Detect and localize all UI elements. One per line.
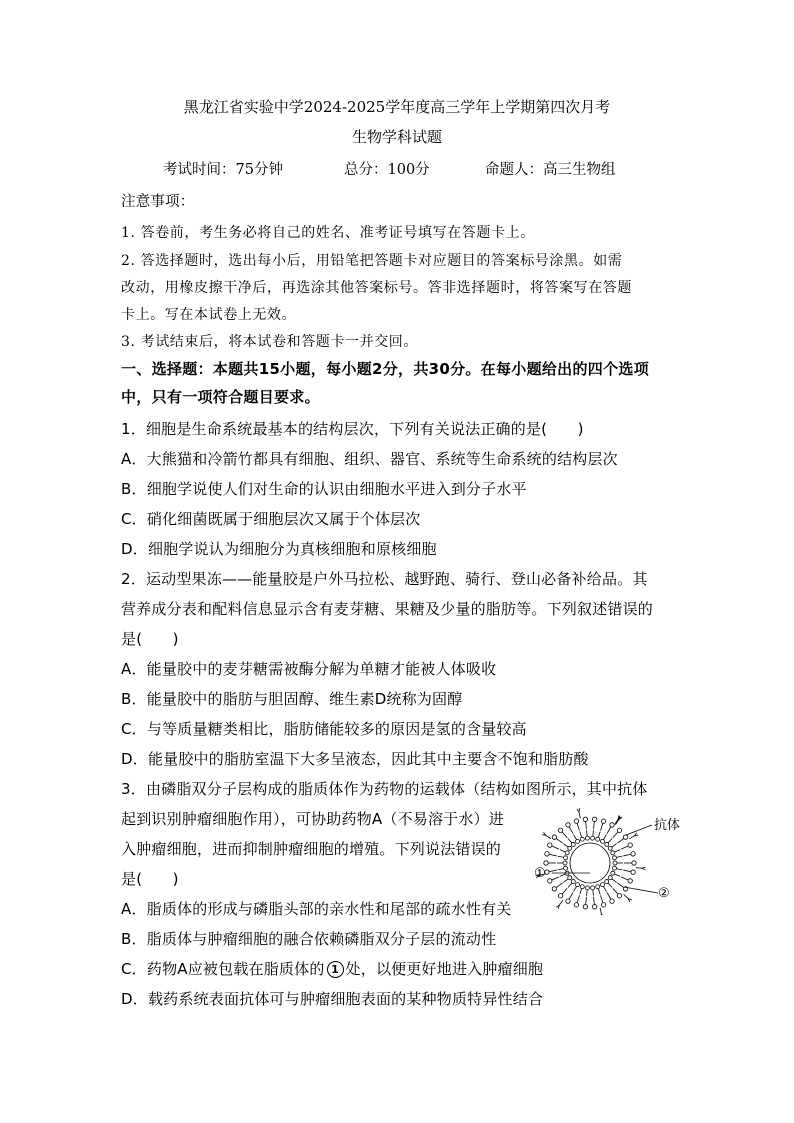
q3-option-c-post: 处，以便更好地进入肿瘤细胞	[345, 960, 544, 978]
inner-phospholipid-head	[596, 837, 600, 841]
inner-phospholipid-head	[585, 836, 589, 840]
outer-phospholipid-head	[601, 903, 605, 907]
q3-option-c-pre: C．药物A应被包载在脂质体的	[121, 960, 325, 978]
outer-phospholipid-head	[628, 879, 632, 883]
inner-phospholipid-head	[565, 851, 569, 855]
note-1: 1. 答卷前，考生务必将自己的姓名、准考证号填写在答题卡上。	[121, 225, 535, 241]
antibody-arm	[642, 868, 646, 870]
inner-phospholipid-tail	[558, 869, 564, 870]
outer-phospholipid-tail	[607, 827, 611, 834]
q3-stem-3: 入肿瘤细胞，进而抑制肿瘤细胞的增殖。下列说法错误的	[121, 840, 502, 858]
antibody-label: 抗体	[654, 818, 681, 833]
note-2c: 卡上。写在本试卷上无效。	[121, 307, 297, 323]
inner-phospholipid-head	[605, 842, 609, 846]
inner-phospholipid-head	[613, 861, 617, 865]
outer-phospholipid-tail	[569, 892, 573, 899]
inner-phospholipid-head	[571, 880, 575, 884]
exam-author: 命题人：高三生物组	[485, 162, 616, 178]
outer-phospholipid-head	[610, 823, 614, 827]
outer-phospholipid-head	[631, 852, 635, 856]
inner-phospholipid-head	[568, 846, 572, 850]
outer-phospholipid-tail	[623, 854, 631, 856]
outer-phospholipid-tail	[613, 832, 618, 838]
outer-phospholipid-tail	[601, 895, 603, 903]
inner-phospholipid-head	[611, 871, 615, 875]
outer-phospholipid-head	[574, 903, 578, 907]
exam-subtitle: 生物学科试题	[351, 128, 442, 146]
outer-phospholipid-head	[628, 843, 632, 847]
q2-stem-1: 2．运动型果冻——能量胶是户外马拉松、越野跑、骑行、登山必备补给品。其	[121, 570, 648, 588]
inner-phospholipid-head	[596, 885, 600, 889]
outer-phospholipid-tail	[577, 895, 579, 903]
label-2-leader	[624, 887, 658, 893]
liposome-inner-cavity	[570, 843, 610, 883]
inner-phospholipid-tail	[568, 838, 572, 842]
outer-phospholipid-tail	[552, 877, 559, 880]
inner-phospholipid-tail	[615, 850, 620, 852]
outer-phospholipid-head	[610, 899, 614, 903]
inner-phospholipid-tail	[563, 879, 568, 883]
q3-option-a: A．脂质体的形成与磷脂头部的亲水性和尾部的疏水性有关	[121, 900, 512, 918]
antibody-arm	[601, 914, 602, 915]
inner-phospholipid-tail	[574, 834, 577, 839]
inner-phospholipid-head	[564, 856, 568, 860]
note-2b: 改动，用橡皮擦干净后，再选涂其他答案标号。答非选择题时，将答案写在答题	[121, 280, 632, 296]
antibody-stem	[629, 836, 634, 839]
outer-phospholipid-tail	[556, 883, 562, 888]
liposome-diagram	[530, 805, 710, 915]
q2-option-b: B．能量胶中的脂肪与胆固醇、维生素D统称为固醇	[121, 690, 463, 708]
q3-option-d: D．载药系统表面抗体可与肿瘤细胞表面的某种物质特异性结合	[121, 990, 544, 1008]
inner-phospholipid-tail	[574, 886, 577, 891]
outer-phospholipid-head	[566, 823, 570, 827]
q1-option-d: D．细胞学说认为细胞分为真核细胞和原核细胞	[121, 540, 437, 558]
outer-phospholipid-tail	[562, 888, 567, 894]
outer-phospholipid-tail	[577, 823, 579, 831]
outer-phospholipid-tail	[618, 838, 624, 843]
inner-phospholipid-head	[563, 861, 567, 865]
note-3: 3. 考试结束后，将本试卷和答题卡一并交回。	[121, 334, 419, 350]
outer-phospholipid-head	[592, 817, 596, 821]
inner-phospholipid-head	[608, 846, 612, 850]
note-2a: 2. 答选择题时，选出每小后，用铅笔把答题卡对应题目的答案标号涂黑。如需	[121, 253, 623, 269]
inner-phospholipid-head	[576, 883, 580, 887]
inner-phospholipid-tail	[593, 830, 594, 836]
inner-phospholipid-tail	[560, 850, 565, 852]
inner-phospholipid-head	[585, 886, 589, 890]
inner-phospholipid-tail	[558, 856, 564, 857]
inner-phospholipid-head	[591, 886, 595, 890]
inner-phospholipid-tail	[587, 830, 588, 836]
inner-phospholipid-head	[576, 839, 580, 843]
q2-option-a: A．能量胶中的麦芽糖需被酶分解为单糖才能被人体吸收	[121, 660, 497, 678]
q3-stem-1: 3．由磷脂双分子层构成的脂质体作为药物的运载体（结构如图所示，其中抗体	[121, 780, 648, 798]
inner-phospholipid-head	[612, 866, 616, 870]
inner-phospholipid-tail	[604, 834, 607, 839]
outer-phospholipid-tail	[556, 838, 562, 843]
outer-phospholipid-head	[566, 899, 570, 903]
inner-phospholipid-tail	[616, 856, 622, 857]
inner-phospholipid-tail	[612, 844, 617, 848]
q2-option-c: C．与等质量糖类相比，脂肪储能较多的原因是氢的含量较高	[121, 720, 527, 738]
outer-phospholipid-tail	[552, 846, 559, 849]
inner-phospholipid-tail	[616, 869, 622, 870]
outer-phospholipid-head	[574, 819, 578, 823]
exam-time: 考试时间：75分钟	[163, 162, 283, 178]
q3-option-c-mark: 1	[327, 961, 344, 978]
label-2: ②	[658, 886, 670, 901]
inner-phospholipid-tail	[580, 832, 582, 838]
outer-phospholipid-head	[545, 852, 549, 856]
inner-phospholipid-tail	[615, 874, 620, 876]
outer-phospholipid-tail	[621, 877, 628, 880]
inner-phospholipid-head	[601, 883, 605, 887]
inner-phospholipid-tail	[560, 874, 565, 876]
inner-phospholipid-tail	[604, 886, 607, 891]
inner-phospholipid-tail	[563, 844, 568, 848]
inner-phospholipid-tail	[580, 889, 582, 895]
outer-phospholipid-tail	[549, 854, 557, 856]
q1-option-c: C．硝化细菌既属于细胞层次又属于个体层次	[121, 510, 421, 528]
antibody-stem	[546, 835, 551, 838]
outer-phospholipid-tail	[621, 846, 628, 849]
q1-option-a: A．大熊猫和冷箭竹都具有细胞、组织、器官、系统等生命系统的结构层次	[121, 450, 618, 468]
antibody-stem	[579, 812, 580, 818]
outer-phospholipid-head	[632, 861, 636, 865]
outer-phospholipid-tail	[613, 888, 618, 894]
inner-phospholipid-tail	[568, 883, 572, 887]
antibody-stem	[624, 894, 628, 898]
inner-phospholipid-head	[591, 836, 595, 840]
outer-phospholipid-head	[544, 861, 548, 865]
outer-phospholipid-tail	[594, 897, 595, 905]
inner-phospholipid-tail	[598, 889, 600, 895]
inner-phospholipid-head	[564, 866, 568, 870]
inner-phospholipid-head	[571, 842, 575, 846]
outer-phospholipid-tail	[569, 827, 573, 834]
label-1: ①	[534, 866, 546, 881]
outer-phospholipid-tail	[601, 823, 603, 831]
q3-option-c	[121, 958, 543, 979]
exam-title: 黑龙江省实验中学2024-2025学年度高三学年上学期第四次月考	[183, 98, 611, 116]
outer-phospholipid-head	[548, 843, 552, 847]
antibody-arm	[579, 808, 580, 812]
phospholipid-bilayer	[536, 808, 646, 915]
inner-phospholipid-head	[580, 885, 584, 889]
inner-phospholipid-tail	[612, 879, 617, 883]
inner-phospholipid-head	[605, 880, 609, 884]
q1-option-b: B．细胞学说使人们对生命的认识由细胞水平进入到分子水平	[121, 480, 527, 498]
q1-stem: 1．细胞是生命系统最基本的结构层次，下列有关说法正确的是( )	[121, 420, 584, 438]
inner-phospholipid-head	[568, 876, 572, 880]
inner-phospholipid-head	[611, 851, 615, 855]
inner-phospholipid-head	[601, 839, 605, 843]
outer-phospholipid-tail	[618, 883, 624, 888]
outer-phospholipid-tail	[562, 832, 567, 838]
inner-phospholipid-tail	[593, 890, 594, 896]
outer-phospholipid-tail	[594, 821, 595, 829]
section-1-heading: 一、选择题：本题共15小题，每小题2分，共30分。在每小题给出的四个选项	[121, 360, 649, 378]
outer-phospholipid-head	[583, 817, 587, 821]
outer-phospholipid-head	[592, 905, 596, 909]
inner-phospholipid-tail	[598, 832, 600, 838]
inner-phospholipid-head	[612, 856, 616, 860]
inner-phospholipid-head	[580, 837, 584, 841]
outer-phospholipid-head	[583, 905, 587, 909]
q3-option-b: B．脂质体与肿瘤细胞的融合依赖磷脂双分子层的流动性	[121, 930, 497, 948]
liposome-figure	[530, 805, 710, 915]
outer-phospholipid-tail	[607, 892, 611, 899]
antibody-stem	[600, 908, 601, 914]
q3-stem-4: 是( )	[121, 870, 179, 888]
outer-phospholipid-tail	[586, 897, 587, 905]
outer-phospholipid-tail	[549, 870, 557, 872]
inner-phospholipid-tail	[608, 883, 612, 887]
section-1-heading-cont: 中，只有一项符合题目要求。	[121, 388, 320, 406]
notes-heading: 注意事项：	[121, 194, 195, 210]
q2-option-d: D．能量胶中的脂肪室温下大多呈液态，因此其中主要含不饱和脂肪酸	[121, 750, 589, 768]
outer-phospholipid-head	[548, 879, 552, 883]
inner-phospholipid-tail	[608, 838, 612, 842]
outer-phospholipid-head	[631, 870, 635, 874]
antibody-stem	[559, 900, 563, 905]
inner-phospholipid-tail	[587, 890, 588, 896]
outer-phospholipid-tail	[586, 821, 587, 829]
antibody-stem	[636, 868, 642, 869]
q2-stem-3: 是( )	[121, 630, 179, 648]
outer-phospholipid-tail	[623, 870, 631, 872]
antibody-leader	[626, 825, 652, 835]
inner-phospholipid-head	[608, 876, 612, 880]
q2-stem-2: 营养成分表和配料信息显示含有麦芽糖、果糖及少量的脂肪等。下列叙述错误的	[121, 600, 654, 618]
q3-stem-2: 起到识别肿瘤细胞作用），可协助药物A（不易溶于水）进	[121, 810, 504, 828]
outer-phospholipid-head	[601, 819, 605, 823]
total-score: 总分：100分	[344, 162, 430, 178]
